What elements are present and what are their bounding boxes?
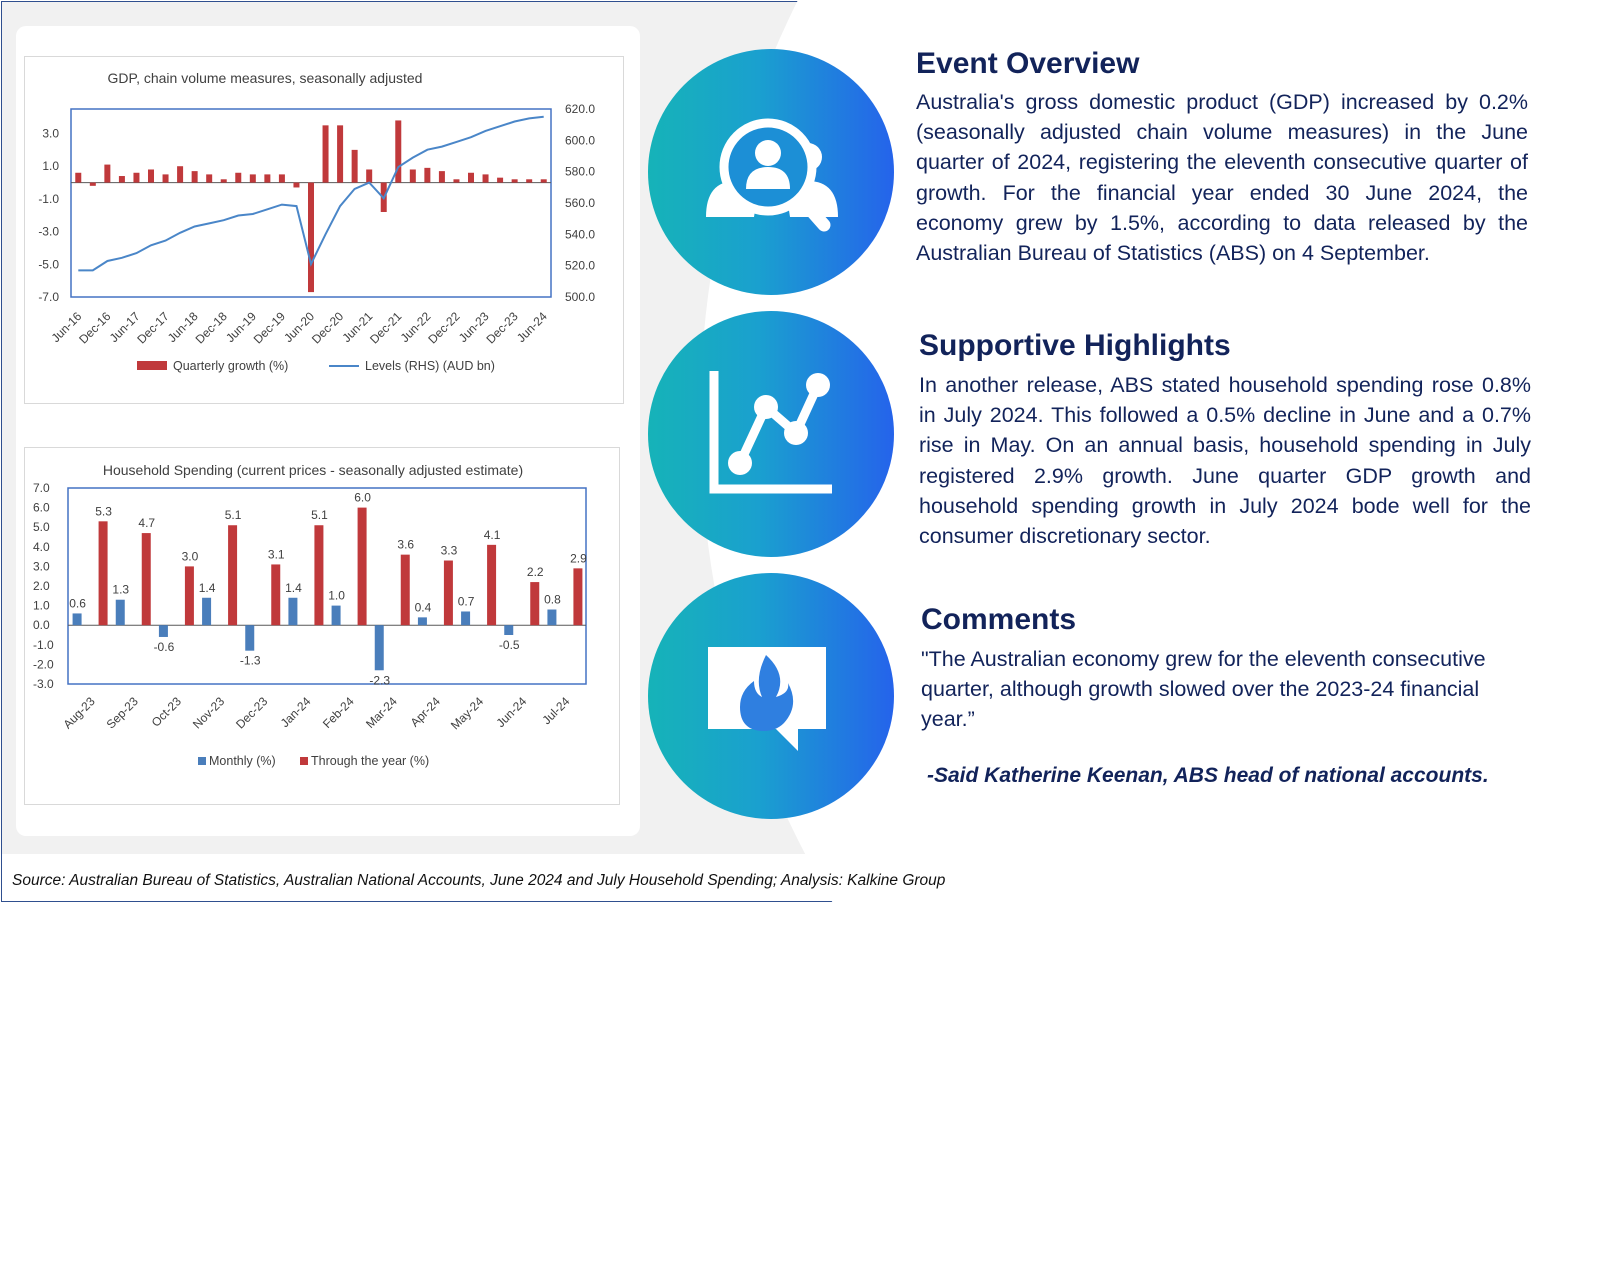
gdp-left-tick-label: -1.0	[38, 191, 59, 206]
hh-tty-label: 3.0	[181, 549, 199, 564]
hh-monthly-bar	[461, 611, 470, 625]
hh-monthly-bar	[418, 617, 427, 625]
comments-quote: "The Australian economy grew for the eleventh consecutive quarter, although growth slowed over the 2023-24 financial year.”	[921, 647, 1486, 732]
household-chart-title: Household Spending (current prices - seasonally adjusted estimate)	[102, 462, 524, 478]
hh-y-tick-label: 3.0	[33, 559, 50, 574]
hh-tty-label: 5.1	[311, 508, 328, 523]
hh-legend-monthly-label: Monthly (%)	[209, 754, 276, 768]
hh-monthly-bar	[288, 598, 297, 625]
gdp-growth-bar	[279, 174, 285, 182]
hh-tty-bar	[530, 582, 539, 625]
hh-tty-bar	[573, 568, 582, 625]
hh-y-tick-label: 2.0	[33, 579, 50, 593]
hh-tty-label: 5.3	[95, 504, 112, 519]
gdp-growth-bar	[308, 183, 314, 293]
hh-x-tick-label: Jun-24	[493, 694, 530, 731]
gdp-growth-bar	[250, 174, 256, 182]
overview-body: Australia's gross domestic product (GDP) increased by 0.2% (seasonally adjusted chain volume measures) in the June quarter of 2024, registering the eleventh consecutive quarter of growth. For the financial year ended 30 June 2024, the economy grew by 1.5%, according to data released by the Australian Bureau of Statistics (ABS) on 4 September.	[916, 90, 1528, 266]
hh-monthly-label: 1.4	[285, 580, 302, 595]
hh-x-tick-label: Jul-24	[539, 694, 573, 728]
gdp-growth-bar	[177, 166, 183, 182]
hh-monthly-label: 0.6	[69, 596, 86, 611]
overview-icon-circle	[648, 49, 894, 295]
gdp-growth-bar	[512, 179, 518, 182]
hh-tty-bar	[401, 555, 410, 626]
gdp-growth-bar	[526, 179, 532, 182]
hh-x-tick-label: Sep-23	[103, 694, 141, 732]
gdp-growth-bar	[337, 125, 343, 182]
gdp-growth-bar	[206, 174, 212, 182]
gdp-right-tick-label: 620.0	[565, 102, 596, 116]
gdp-growth-bar	[497, 178, 503, 183]
gdp-x-tick-label: Jun-22	[397, 309, 434, 346]
hh-monthly-bar	[504, 625, 513, 635]
gdp-x-tick-label: Dec-20	[308, 309, 347, 347]
gdp-growth-bar	[192, 171, 198, 182]
gdp-chart-svg	[25, 57, 623, 403]
gdp-growth-bar	[453, 179, 459, 182]
gdp-x-tick-label: Dec-18	[192, 309, 230, 347]
gdp-growth-bar	[104, 165, 110, 183]
hh-monthly-label: 0.4	[414, 600, 432, 615]
hh-monthly-bar	[116, 600, 125, 625]
hh-tty-bar	[142, 533, 151, 625]
hh-monthly-label: -1.3	[239, 653, 261, 668]
hh-tty-label: 3.3	[440, 543, 458, 558]
hh-y-tick-label: -2.0	[33, 657, 54, 672]
gdp-x-tick-label: Dec-19	[250, 309, 289, 347]
gdp-x-tick-label: Jun-21	[339, 309, 376, 346]
people-search-icon	[648, 49, 894, 295]
gdp-growth-bar	[541, 179, 547, 182]
gdp-growth-bar	[235, 173, 241, 183]
hh-y-tick-label: 7.0	[33, 481, 50, 495]
gdp-growth-bar	[352, 150, 358, 183]
hh-tty-bar	[444, 561, 453, 626]
gdp-growth-bar	[221, 179, 227, 182]
gdp-growth-bar	[293, 183, 299, 188]
gdp-x-tick-label: Dec-16	[76, 309, 114, 347]
hh-tty-label: 4.1	[483, 527, 501, 542]
highlights-body: In another release, ABS stated household spending rose 0.8% in July 2024. This followed a 0.5% decline in June and a 0.7% rise in May. On an annual basis, household spending in July registered 2.9% growth. June quarter GDP growth and household spending growth in July 2024 bode well for the consumer discretionary sector.	[919, 373, 1531, 549]
hh-tty-bar	[185, 566, 194, 625]
hh-monthly-bar	[73, 613, 82, 625]
highlights-icon-circle	[648, 311, 894, 557]
hh-tty-bar	[271, 564, 280, 625]
highlights-title: Supportive Highlights	[919, 329, 1231, 362]
gdp-x-tick-label: Jun-17	[106, 309, 143, 346]
hh-tty-label: 5.1	[224, 508, 242, 523]
gdp-x-tick-label: Dec-17	[134, 309, 172, 347]
hh-monthly-label: -0.5	[498, 638, 520, 652]
hh-monthly-label: 1.3	[112, 582, 130, 597]
hh-tty-label: 6.0	[354, 490, 371, 505]
gdp-growth-bar	[119, 176, 125, 183]
gdp-x-tick-label: Jun-24	[513, 309, 550, 346]
gdp-right-tick-label: 600.0	[565, 133, 596, 148]
hh-y-tick-label: 4.0	[33, 539, 50, 554]
hh-x-tick-label: Mar-24	[363, 694, 400, 732]
hh-tty-bar	[358, 508, 367, 626]
gdp-growth-bar	[468, 173, 474, 183]
gdp-x-tick-label: Jun-19	[223, 309, 259, 346]
gdp-legend-bar-label: Quarterly growth (%)	[173, 359, 289, 373]
comments-attribution: -Said Katherine Keenan, ABS head of national accounts.	[927, 764, 1489, 787]
gdp-x-tick-label: Jun-20	[281, 309, 318, 346]
hh-monthly-label: 0.8	[544, 592, 561, 607]
hh-tty-bar	[228, 525, 237, 625]
hh-y-tick-label: 0.0	[33, 618, 50, 633]
gdp-left-tick-label: -7.0	[38, 290, 59, 304]
gdp-left-tick-label: -5.0	[38, 257, 59, 272]
hh-monthly-bar	[332, 606, 341, 626]
line-chart-icon	[648, 311, 894, 557]
gdp-legend-line-label: Levels (RHS) (AUD bn)	[365, 359, 495, 373]
comments-title: Comments	[921, 603, 1077, 636]
gdp-right-tick-label: 520.0	[565, 258, 596, 273]
gdp-right-tick-label: 560.0	[565, 196, 596, 210]
hh-tty-label: 2.2	[526, 565, 544, 580]
hh-x-tick-label: Dec-23	[233, 694, 271, 732]
gdp-right-tick-label: 540.0	[565, 227, 596, 242]
gdp-x-tick-label: Dec-21	[367, 309, 405, 347]
hh-tty-bar	[314, 525, 323, 625]
hh-tty-label: 4.7	[138, 516, 156, 531]
hh-x-tick-label: Feb-24	[319, 694, 357, 732]
gdp-growth-bar	[90, 183, 96, 186]
hh-x-tick-label: Nov-23	[189, 694, 228, 732]
gdp-x-tick-label: Dec-22	[425, 309, 463, 347]
hh-tty-label: 3.1	[267, 547, 285, 562]
hh-y-tick-label: 1.0	[33, 598, 50, 613]
gdp-growth-bar	[148, 169, 154, 182]
hh-x-tick-label: Oct-23	[148, 694, 185, 730]
gdp-right-tick-label: 580.0	[565, 164, 596, 179]
gdp-x-tick-label: Jun-16	[48, 309, 85, 346]
gdp-right-tick-label: 500.0	[565, 290, 596, 304]
hh-y-tick-label: -3.0	[33, 677, 54, 691]
household-spending-chart	[24, 447, 620, 805]
hh-x-tick-label: Jan-24	[277, 694, 314, 731]
gdp-growth-bar	[323, 125, 329, 182]
hh-tty-bar	[99, 521, 108, 625]
hh-tty-bar	[487, 545, 496, 625]
gdp-growth-bar	[424, 168, 430, 183]
hh-y-tick-label: -1.0	[33, 637, 54, 652]
hh-monthly-bar	[547, 610, 556, 626]
hh-tty-label: 2.9	[570, 551, 587, 566]
gdp-growth-bar	[264, 174, 270, 182]
comments-icon-circle	[648, 573, 894, 819]
hh-legend-tty-label: Through the year (%)	[311, 754, 430, 768]
gdp-left-tick-label: -3.0	[38, 224, 59, 239]
gdp-growth-bar	[75, 173, 81, 183]
hh-legend-tty-swatch	[300, 757, 308, 765]
gdp-growth-bar	[133, 173, 139, 183]
hh-y-tick-label: 5.0	[33, 520, 50, 535]
gdp-left-tick-label: 1.0	[42, 159, 59, 174]
hh-monthly-bar	[375, 625, 384, 670]
hh-monthly-label: -0.6	[153, 639, 175, 654]
hh-x-tick-label: May-24	[448, 694, 487, 733]
overview-title: Event Overview	[916, 47, 1140, 80]
gdp-x-tick-label: Dec-23	[483, 309, 521, 347]
hh-x-tick-label: Aug-23	[60, 694, 98, 732]
household-chart-svg	[25, 448, 619, 804]
hh-tty-label: 3.6	[397, 537, 415, 552]
hh-monthly-label: 1.0	[328, 588, 345, 603]
hh-legend-monthly-swatch	[198, 757, 206, 765]
gdp-chart	[24, 56, 624, 404]
gdp-x-tick-label: Jun-18	[164, 309, 201, 346]
hh-monthly-label: 0.7	[457, 594, 475, 609]
hh-y-tick-label: 6.0	[33, 500, 50, 515]
gdp-growth-bar	[410, 169, 416, 182]
gdp-legend-bar-swatch	[137, 361, 167, 370]
gdp-growth-bar	[163, 174, 169, 182]
hh-monthly-bar	[245, 625, 254, 650]
gdp-growth-bar	[483, 174, 489, 182]
gdp-chart-title: GDP, chain volume measures, seasonally adjusted	[107, 70, 423, 86]
speech-bubble-flame-icon	[648, 573, 894, 819]
hh-monthly-label: -2.3	[369, 673, 391, 688]
gdp-x-tick-label: Jun-23	[455, 309, 492, 346]
hh-monthly-bar	[159, 625, 168, 637]
gdp-growth-bar	[366, 169, 372, 182]
source-note: Source: Australian Bureau of Statistics, Australian National Accounts, June 2024 and July Household Spending; Analysis: Kalkine Group	[12, 872, 946, 889]
hh-monthly-bar	[202, 598, 211, 625]
gdp-left-tick-label: 3.0	[42, 126, 59, 141]
hh-monthly-label: 1.4	[198, 580, 216, 595]
gdp-growth-bar	[439, 171, 445, 182]
hh-x-tick-label: Apr-24	[407, 694, 444, 730]
